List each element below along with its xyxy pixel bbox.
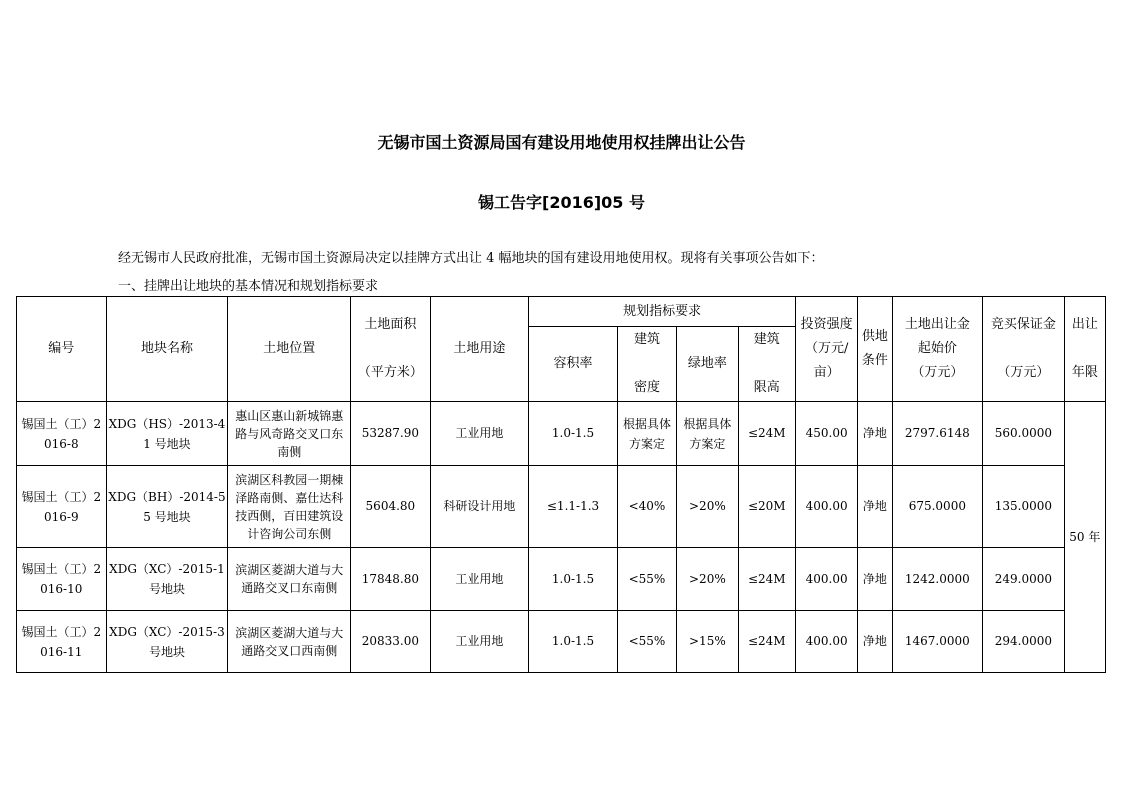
cell-start-price: 1467.0000 bbox=[892, 611, 983, 673]
cell-green: >20% bbox=[677, 466, 738, 548]
header-name: 地块名称 bbox=[106, 297, 228, 402]
cell-supply: 净地 bbox=[858, 611, 892, 673]
cell-start-price: 1242.0000 bbox=[892, 548, 983, 611]
cell-investment: 400.00 bbox=[795, 611, 857, 673]
cell-start-price: 675.0000 bbox=[892, 466, 983, 548]
cell-use: 工业用地 bbox=[430, 548, 529, 611]
cell-height: ≤24M bbox=[738, 402, 795, 466]
cell-area: 53287.90 bbox=[351, 402, 431, 466]
cell-density: 根据具体方案定 bbox=[617, 402, 676, 466]
cell-height: ≤20M bbox=[738, 466, 795, 548]
cell-deposit: 249.0000 bbox=[983, 548, 1065, 611]
cell-investment: 450.00 bbox=[795, 402, 857, 466]
table-row bbox=[17, 548, 1106, 611]
cell-area: 20833.00 bbox=[351, 611, 431, 673]
cell-location: 滨湖区菱湖大道与大通路交叉口西南侧 bbox=[228, 611, 351, 673]
header-location: 土地位置 bbox=[228, 297, 351, 402]
cell-green: 根据具体方案定 bbox=[677, 402, 738, 466]
header-area: 土地面积 （平方米） bbox=[351, 297, 431, 402]
cell-far: 1.0-1.5 bbox=[529, 611, 618, 673]
cell-density: <40% bbox=[617, 466, 676, 548]
cell-area: 5604.80 bbox=[351, 466, 431, 548]
header-density: 建筑 密度 bbox=[617, 327, 676, 402]
page-title: 无锡市国土资源局国有建设用地使用权挂牌出让公告 bbox=[377, 133, 746, 152]
header-supply: 供地 条件 bbox=[858, 297, 892, 402]
cell-far: 1.0-1.5 bbox=[529, 402, 618, 466]
cell-code: 锡国土（工）2016-9 bbox=[17, 466, 107, 548]
header-green: 绿地率 bbox=[677, 327, 738, 402]
cell-green: >20% bbox=[677, 548, 738, 611]
header-investment: 投资强度 （万元/ 亩） bbox=[795, 297, 857, 402]
section-heading: 一、挂牌出让地块的基本情况和规划指标要求 bbox=[118, 279, 379, 294]
cell-code: 锡国土（工）2016-8 bbox=[17, 402, 107, 466]
cell-investment: 400.00 bbox=[795, 466, 857, 548]
cell-code: 锡国土（工）2016-11 bbox=[17, 611, 107, 673]
intro-paragraph: 经无锡市人民政府批准，无锡市国土资源局决定以挂牌方式出让 4 幅地块的国有建设用地使用权。现将有关事项公告如下： bbox=[118, 251, 824, 266]
cell-density: <55% bbox=[617, 548, 676, 611]
cell-deposit: 294.0000 bbox=[983, 611, 1065, 673]
cell-code: 锡国土（工）2016-10 bbox=[17, 548, 107, 611]
cell-area: 17848.80 bbox=[351, 548, 431, 611]
header-deposit: 竞买保证金 （万元） bbox=[983, 297, 1065, 402]
cell-far: 1.0-1.5 bbox=[529, 548, 618, 611]
cell-location: 滨湖区菱湖大道与大通路交叉口东南侧 bbox=[228, 548, 351, 611]
header-start-price: 土地出让金 起始价 （万元） bbox=[892, 297, 983, 402]
cell-name: XDG（BH）-2014-55 号地块 bbox=[106, 466, 228, 548]
cell-supply: 净地 bbox=[858, 548, 892, 611]
cell-location: 滨湖区科教园一期棟泽路南侧、嘉仕达科技西侧，百田建筑设计咨询公司东侧 bbox=[228, 466, 351, 548]
header-far: 容积率 bbox=[529, 327, 618, 402]
header-height: 建筑 限高 bbox=[738, 327, 795, 402]
cell-deposit: 135.0000 bbox=[983, 466, 1065, 548]
table-row bbox=[17, 466, 1106, 548]
cell-height: ≤24M bbox=[738, 548, 795, 611]
cell-height: ≤24M bbox=[738, 611, 795, 673]
cell-far: ≤1.1-1.3 bbox=[529, 466, 618, 548]
document-number: 锡工告字[2016]05 号 bbox=[478, 193, 645, 212]
header-planning: 规划指标要求 bbox=[529, 297, 796, 327]
cell-start-price: 2797.6148 bbox=[892, 402, 983, 466]
cell-supply: 净地 bbox=[858, 466, 892, 548]
table-row bbox=[17, 402, 1106, 466]
cell-name: XDG（HS）-2013-41 号地块 bbox=[106, 402, 228, 466]
header-use: 土地用途 bbox=[430, 297, 529, 402]
cell-supply: 净地 bbox=[858, 402, 892, 466]
header-years: 出让 年限 bbox=[1064, 297, 1105, 402]
land-parcel-table bbox=[16, 296, 1106, 673]
cell-use: 工业用地 bbox=[430, 402, 529, 466]
cell-location: 惠山区惠山新城锦惠路与风奇路交叉口东南侧 bbox=[228, 402, 351, 466]
cell-name: XDG（XC）-2015-1 号地块 bbox=[106, 548, 228, 611]
cell-use: 工业用地 bbox=[430, 611, 529, 673]
cell-investment: 400.00 bbox=[795, 548, 857, 611]
cell-green: >15% bbox=[677, 611, 738, 673]
cell-density: <55% bbox=[617, 611, 676, 673]
table-row bbox=[17, 611, 1106, 673]
cell-years: 50 年 bbox=[1064, 402, 1105, 673]
header-code: 编号 bbox=[17, 297, 107, 402]
cell-use: 科研设计用地 bbox=[430, 466, 529, 548]
cell-deposit: 560.0000 bbox=[983, 402, 1065, 466]
cell-name: XDG（XC）-2015-3 号地块 bbox=[106, 611, 228, 673]
header-row bbox=[17, 297, 1106, 327]
